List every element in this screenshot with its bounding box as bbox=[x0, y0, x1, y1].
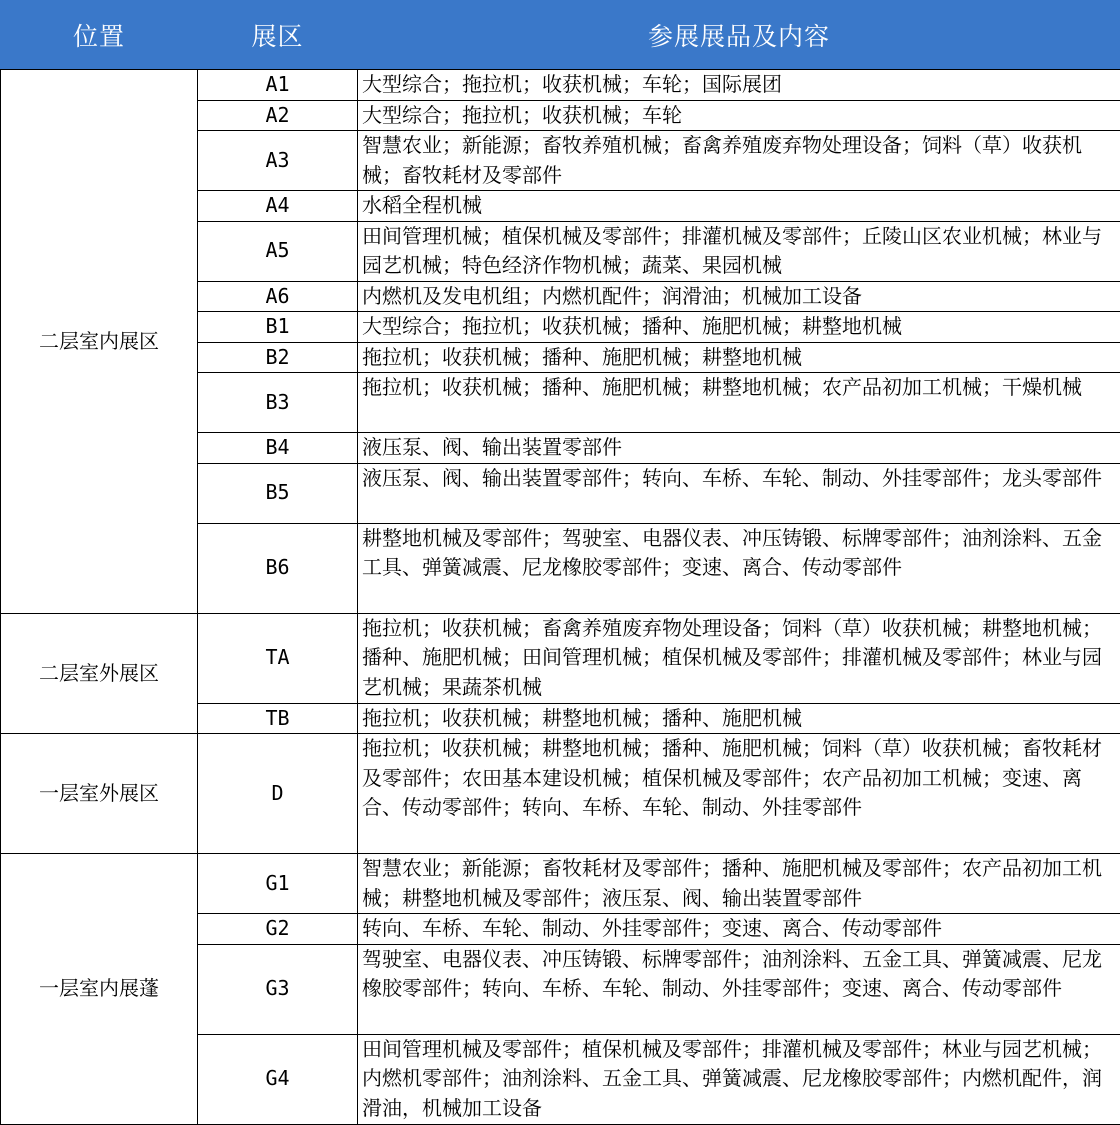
zone-cell: G1 bbox=[198, 854, 358, 914]
header-zone: 展区 bbox=[198, 1, 358, 70]
table-row bbox=[1, 70, 1120, 101]
zone-cell: G2 bbox=[198, 914, 358, 945]
zone-cell: B3 bbox=[198, 373, 358, 433]
content-cell: 液压泵、阀、输出装置零部件 bbox=[358, 433, 1120, 464]
zone-cell: B6 bbox=[198, 523, 358, 613]
zone-cell: B2 bbox=[198, 342, 358, 373]
zone-cell: B1 bbox=[198, 312, 358, 343]
table-header bbox=[1, 1, 1120, 70]
content-cell: 水稻全程机械 bbox=[358, 191, 1120, 222]
content-cell: 田间管理机械；植保机械及零部件；排灌机械及零部件；丘陵山区农业机械；林业与园艺机械；特色经济作物机械；蔬菜、果园机械 bbox=[358, 221, 1120, 281]
content-cell: 大型综合；拖拉机；收获机械；车轮 bbox=[358, 100, 1120, 131]
content-cell: 田间管理机械及零部件；植保机械及零部件；排灌机械及零部件；林业与园艺机械；内燃机零部件；油剂涂料、五金工具、弹簧减震、尼龙橡胶零部件；内燃机配件，润滑油，机械加工设备 bbox=[358, 1034, 1120, 1124]
content-cell: 液压泵、阀、输出装置零部件；转向、车桥、车轮、制动、外挂零部件；龙头零部件 bbox=[358, 463, 1120, 523]
content-cell: 大型综合；拖拉机；收获机械；车轮；国际展团 bbox=[358, 70, 1120, 101]
table-row bbox=[1, 613, 1120, 703]
zone-cell: A4 bbox=[198, 191, 358, 222]
content-cell: 智慧农业；新能源；畜牧耗材及零部件；播种、施肥机械及零部件；农产品初加工机械；耕整地机械及零部件；液压泵、阀、输出装置零部件 bbox=[358, 854, 1120, 914]
zone-cell: B4 bbox=[198, 433, 358, 464]
location-cell: 二层室外展区 bbox=[1, 613, 198, 734]
content-cell: 拖拉机；收获机械；畜禽养殖废弃物处理设备；饲料（草）收获机械；耕整地机械；播种、施肥机械；田间管理机械；植保机械及零部件；排灌机械及零部件；林业与园艺机械；果蔬茶机械 bbox=[358, 613, 1120, 703]
content-cell: 拖拉机；收获机械；耕整地机械；播种、施肥机械；饲料（草）收获机械；畜牧耗材及零部件；农田基本建设机械；植保机械及零部件；农产品初加工机械；变速、离合、传动零部件；转向、车桥、车轮、制动、外挂零部件 bbox=[358, 734, 1120, 854]
content-cell: 拖拉机；收获机械；播种、施肥机械；耕整地机械；农产品初加工机械；干燥机械 bbox=[358, 373, 1120, 433]
header-content: 参展展品及内容 bbox=[358, 1, 1120, 70]
location-cell: 二层室内展区 bbox=[1, 70, 198, 614]
zone-cell: G3 bbox=[198, 944, 358, 1034]
content-cell: 驾驶室、电器仪表、冲压铸锻、标牌零部件；油剂涂料、五金工具、弹簧减震、尼龙橡胶零部件；转向、车桥、车轮、制动、外挂零部件；变速、离合、传动零部件 bbox=[358, 944, 1120, 1034]
content-cell: 转向、车桥、车轮、制动、外挂零部件；变速、离合、传动零部件 bbox=[358, 914, 1120, 945]
header-row bbox=[1, 1, 1120, 70]
zone-cell: TB bbox=[198, 703, 358, 734]
zone-cell: G4 bbox=[198, 1034, 358, 1124]
zone-cell: A5 bbox=[198, 221, 358, 281]
zone-cell: A1 bbox=[198, 70, 358, 101]
zone-cell: A6 bbox=[198, 281, 358, 312]
location-cell: 一层室外展区 bbox=[1, 734, 198, 854]
zone-cell: TA bbox=[198, 613, 358, 703]
table-row bbox=[1, 734, 1120, 854]
content-cell: 大型综合；拖拉机；收获机械；播种、施肥机械；耕整地机械 bbox=[358, 312, 1120, 343]
content-cell: 拖拉机；收获机械；耕整地机械；播种、施肥机械 bbox=[358, 703, 1120, 734]
zone-cell: D bbox=[198, 734, 358, 854]
content-cell: 内燃机及发电机组；内燃机配件；润滑油；机械加工设备 bbox=[358, 281, 1120, 312]
zone-cell: A2 bbox=[198, 100, 358, 131]
header-location: 位置 bbox=[1, 1, 198, 70]
content-cell: 拖拉机；收获机械；播种、施肥机械；耕整地机械 bbox=[358, 342, 1120, 373]
zone-cell: A3 bbox=[198, 131, 358, 191]
table-row bbox=[1, 854, 1120, 914]
content-cell: 耕整地机械及零部件；驾驶室、电器仪表、冲压铸锻、标牌零部件；油剂涂料、五金工具、弹簧减震、尼龙橡胶零部件；变速、离合、传动零部件 bbox=[358, 523, 1120, 613]
zone-cell: B5 bbox=[198, 463, 358, 523]
content-cell: 智慧农业；新能源；畜牧养殖机械；畜禽养殖废弃物处理设备；饲料（草）收获机械；畜牧耗材及零部件 bbox=[358, 131, 1120, 191]
table-body bbox=[1, 70, 1120, 1125]
location-cell: 一层室内展蓬 bbox=[1, 854, 198, 1125]
